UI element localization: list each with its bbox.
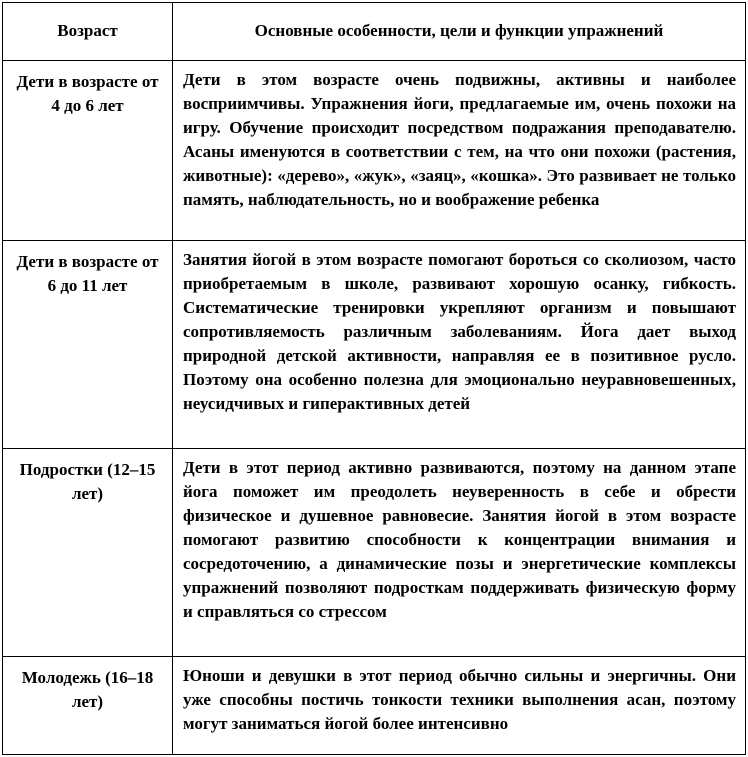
description-cell: Дети в этот период активно развиваются, поэтому на данном этапе йога поможет им преодолеть неуверенность в себе и обрести физическое и душевное равновесие. Занятия йогой в этом возрасте помогают развитию способности к концентрации внимания и сосредоточению, а динамические позы и энергетические комплексы упражнений позволяют подросткам поддерживать физическую форму и справляться со стрессом [173,449,746,657]
description-cell: Занятия йогой в этом возрасте помогают бороться со сколиозом, часто приобретаемым в школе, развивают хорошую осанку, гибкость. Систематические тренировки укрепляют организм и повышают сопротивляемость различным заболеваниям. Йога дает выход природной детской активности, направляя ее в позитивное русло. Поэтому она особенно полезна для эмоционально неуравновешенных, неусидчивых и гиперактивных детей [173,241,746,449]
table-body [3,61,746,755]
age-cell: Подростки (12–15 лет) [3,449,173,657]
age-cell: Молодежь (16–18 лет) [3,656,173,754]
description-cell: Дети в этом возрасте очень подвижны, активны и наиболее восприимчивы. Упражнения йоги, предлагаемые им, очень похожи на игру. Обучение происходит посредством подражания преподавателю. Асаны именуются в соответствии с тем, на что они похожи (растения, животные): «дерево», «жук», «заяц», «кошка». Это развивает не только память, наблюдательность, но и воображение ребенка [173,61,746,241]
yoga-age-table [2,2,746,755]
table-row [3,241,746,449]
table-row [3,449,746,657]
description-cell: Юноши и девушки в этот период обычно сильны и энергичны. Они уже способны постичь тонкости техники выполнения асан, поэтому могут заниматься йогой более интенсивно [173,656,746,754]
table-header-row [3,3,746,61]
column-header-age: Возраст [3,3,173,61]
table-head [3,3,746,61]
age-cell: Дети в возрасте от 4 до 6 лет [3,61,173,241]
table-row [3,61,746,241]
table-row [3,656,746,754]
column-header-features: Основные особенности, цели и функции упражнений [173,3,746,61]
age-cell: Дети в возрасте от 6 до 11 лет [3,241,173,449]
